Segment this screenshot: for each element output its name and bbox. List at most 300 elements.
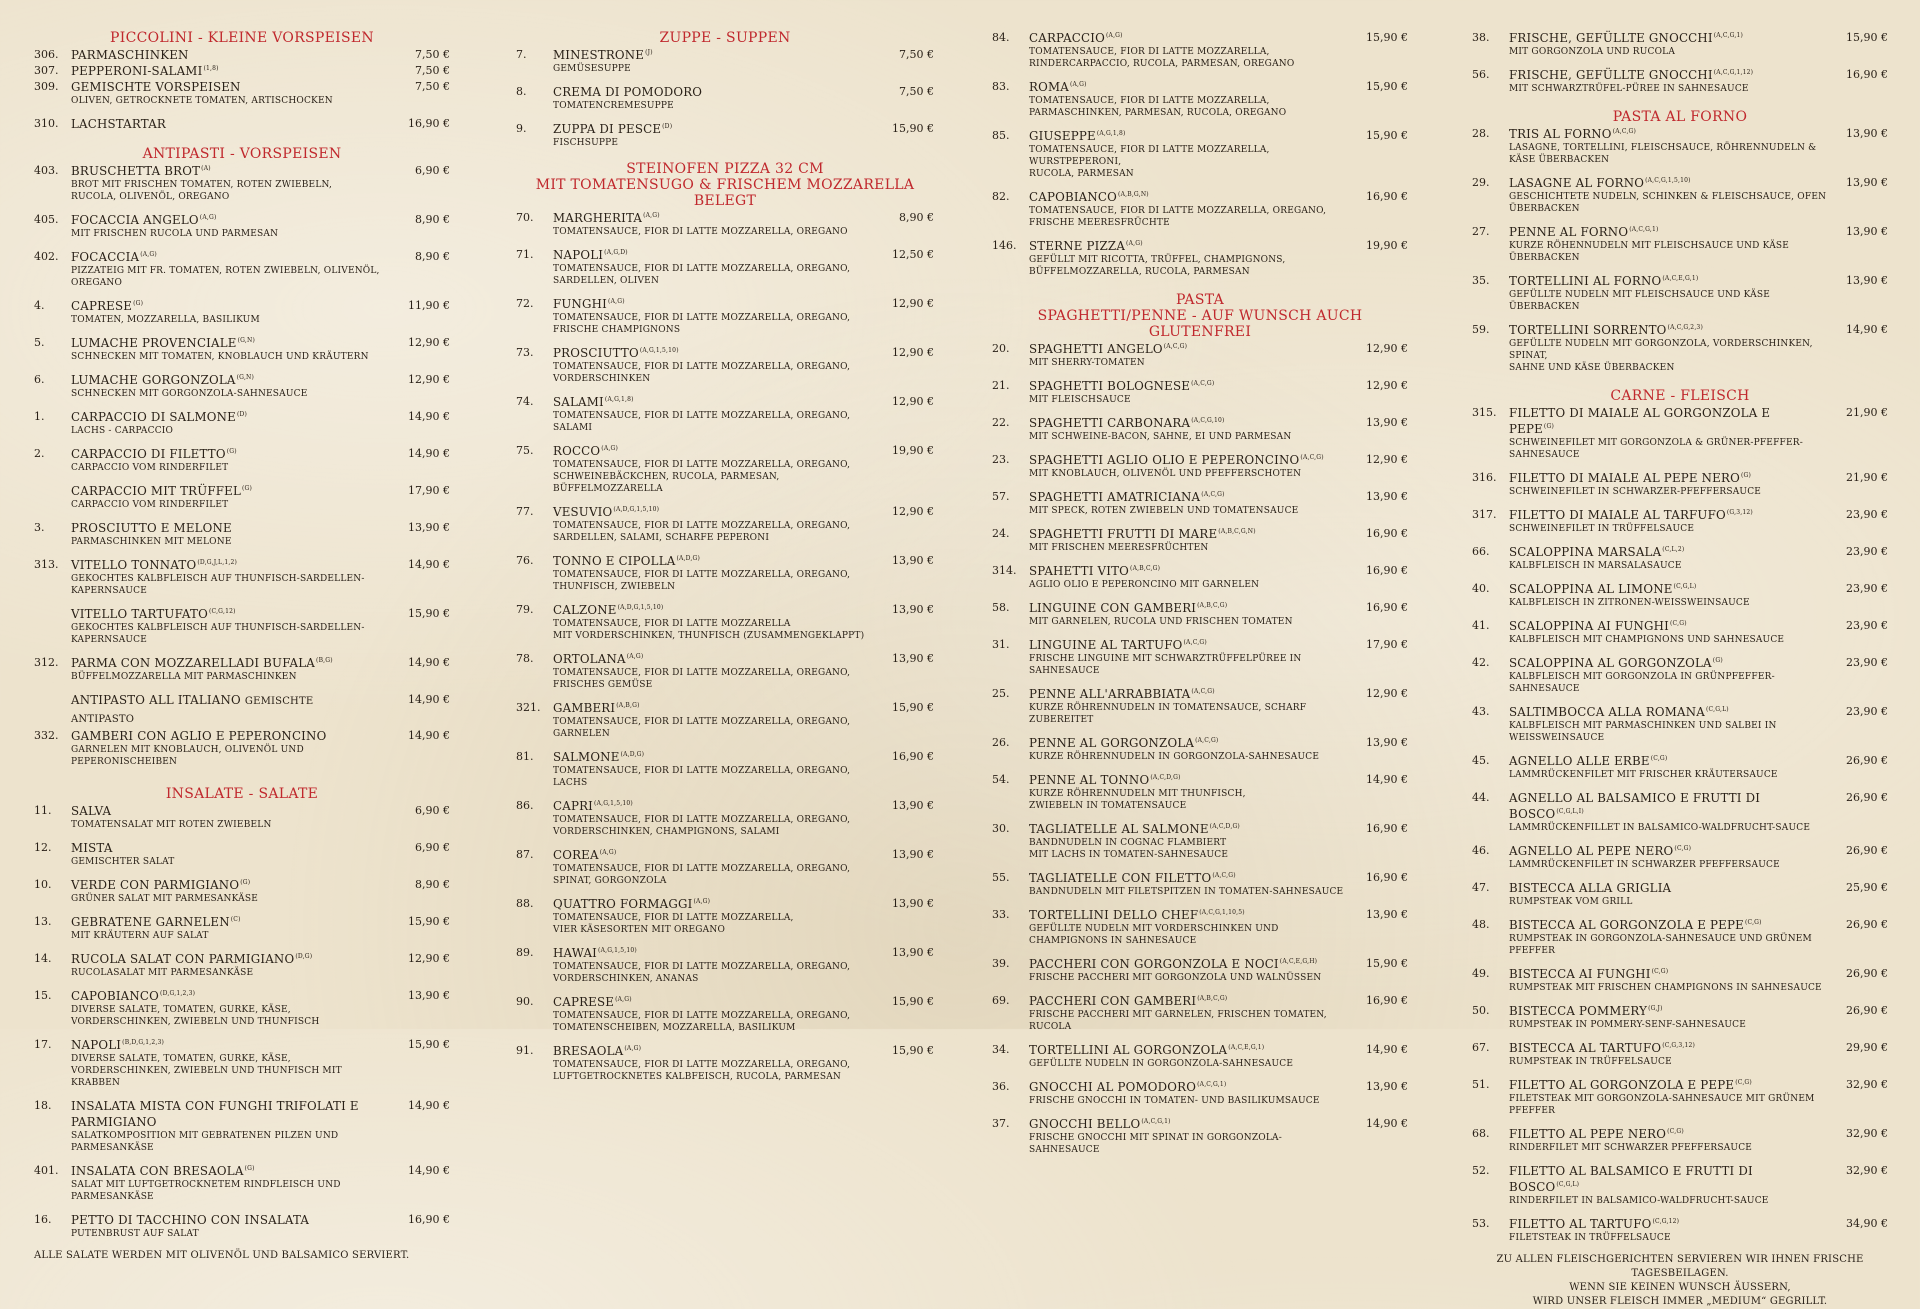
menu-item xyxy=(992,489,1408,517)
item-name xyxy=(1029,563,1408,579)
item-name xyxy=(71,1037,450,1053)
item-name-text: SALVA xyxy=(71,804,112,818)
item-number: 27. xyxy=(1472,225,1490,238)
menu-item xyxy=(1472,966,1888,994)
item-number: 307. xyxy=(34,64,59,77)
menu-item xyxy=(1472,880,1888,908)
item-number: 5. xyxy=(34,336,45,349)
item-number: 9. xyxy=(516,122,527,135)
menu-item xyxy=(992,686,1408,726)
item-name-text: TAGLIATELLE AL SALMONE xyxy=(1029,822,1209,836)
item-description: FILETSTEAK IN TRÜFFELSAUCE xyxy=(1509,1233,1671,1243)
allergen-codes: (A,C,G) xyxy=(1300,454,1324,462)
item-description: SCHWEINEFILET MIT GORGONZOLA & GRÜNER-PFEFFER-SAHNESAUCE xyxy=(1509,438,1803,460)
item-number: 70. xyxy=(516,211,534,224)
item-price: 11,90 € xyxy=(408,299,450,312)
menu-item xyxy=(1472,470,1888,498)
item-name-text: FOCACCIA ANGELO xyxy=(71,213,199,227)
allergen-codes: (A,G,D) xyxy=(604,249,628,257)
menu-item xyxy=(516,945,934,985)
item-name xyxy=(553,700,934,716)
item-number: 3. xyxy=(34,521,45,534)
item-name-text: CAPRESE xyxy=(71,299,133,313)
allergen-codes: (A,G) xyxy=(1126,240,1143,248)
item-number: 402. xyxy=(34,250,59,263)
item-price: 15,90 € xyxy=(1366,31,1408,44)
item-name xyxy=(1509,655,1888,671)
item-name-text: LINGUINE CON GAMBERI xyxy=(1029,601,1197,615)
item-name-text: COREA xyxy=(553,848,599,862)
item-name xyxy=(1509,224,1888,240)
item-name xyxy=(1029,637,1408,653)
menu-item xyxy=(992,238,1408,278)
item-number: 76. xyxy=(516,554,534,567)
item-description: MIT FRISCHEN RUCOLA UND PARMESAN xyxy=(71,229,279,239)
item-price: 14,90 € xyxy=(1366,1043,1408,1056)
item-description: MIT SCHWEINE-BACON, SAHNE, EI UND PARMESAN xyxy=(1029,432,1292,442)
item-number: 18. xyxy=(34,1099,52,1112)
item-description: MIT LACHS IN TOMATEN-SAHNESAUCE xyxy=(1029,850,1229,860)
item-name xyxy=(1029,489,1408,505)
item-name xyxy=(553,798,934,814)
menu-item xyxy=(992,128,1408,180)
menu-item xyxy=(34,483,450,511)
allergen-codes: (G) xyxy=(226,448,237,456)
item-description: KURZE RÖHRENNUDELN IN TOMATENSAUCE, SCHARF ZUBEREITET xyxy=(1029,703,1307,725)
allergen-codes: (A,G,1,5,10) xyxy=(594,800,633,808)
item-description: GEKOCHTES KALBFLEISCH AUF THUNFISCH-SARDELLEN-KAPERNSAUCE xyxy=(71,623,365,645)
item-price: 26,90 € xyxy=(1846,791,1888,804)
item-description: CARPACCIO VOM RINDERFILET xyxy=(71,500,229,510)
item-description: TOMATENSAUCE, FIOR DI LATTE MOZZARELLA, OREGANO, xyxy=(553,864,851,874)
item-price: 13,90 € xyxy=(1846,127,1888,140)
allergen-codes: (D,G,1,2,3) xyxy=(160,990,196,998)
item-number: 59. xyxy=(1472,323,1490,336)
item-name xyxy=(71,163,450,179)
item-price: 16,90 € xyxy=(408,117,450,130)
item-description: OLIVEN, GETROCKNETE TOMATEN, ARTISCHOCKEN xyxy=(71,96,333,106)
menu-item xyxy=(1472,507,1888,535)
item-name-text: MISTA xyxy=(71,841,113,855)
item-description: MIT SPECK, ROTEN ZWIEBELN UND TOMATENSAUCE xyxy=(1029,506,1299,516)
item-name-text: AGNELLO AL PEPE NERO xyxy=(1509,844,1674,858)
menu-item xyxy=(34,298,450,326)
item-price: 21,90 € xyxy=(1846,471,1888,484)
item-number: 74. xyxy=(516,395,534,408)
item-price: 16,90 € xyxy=(408,1213,450,1226)
item-number: 24. xyxy=(992,527,1010,540)
item-description: RUMPSTEAK VOM GRILL xyxy=(1509,897,1633,907)
allergen-codes: (D,G) xyxy=(295,953,313,961)
item-name-text: FRISCHE, GEFÜLLTE GNOCCHI xyxy=(1509,68,1713,82)
item-name-text: CALZONE xyxy=(553,603,617,617)
menu-column-2 xyxy=(516,30,934,1092)
item-name-text: FUNGHI xyxy=(553,297,608,311)
item-description: MIT FLEISCHSAUCE xyxy=(1029,395,1131,405)
allergen-codes: (A,C,G) xyxy=(1183,639,1207,647)
section-title-line: PASTA AL FORNO xyxy=(1612,109,1748,125)
item-number: 81. xyxy=(516,750,534,763)
menu-item xyxy=(34,116,450,132)
item-description: TOMATENSALAT MIT ROTEN ZWIEBELN xyxy=(71,820,272,830)
menu-item xyxy=(992,378,1408,406)
menu-item xyxy=(1472,704,1888,744)
item-name-text: CAPRI xyxy=(553,799,594,813)
item-number: 14. xyxy=(34,952,52,965)
item-price: 23,90 € xyxy=(1846,656,1888,669)
allergen-codes: (A,C,G,1) xyxy=(1197,1081,1227,1089)
item-number: 90. xyxy=(516,995,534,1008)
menu-item xyxy=(516,651,934,691)
menu-item xyxy=(1472,618,1888,646)
item-number: 67. xyxy=(1472,1041,1490,1054)
item-price: 15,90 € xyxy=(1846,31,1888,44)
item-name xyxy=(71,951,450,967)
menu-footnote-line: ALLE SALATE WERDEN MIT OLIVENÖL UND BALSAMICO SERVIERT. xyxy=(34,1250,410,1261)
section-title xyxy=(516,161,934,209)
item-name-text: PENNE AL TONNO xyxy=(1029,773,1150,787)
item-price: 34,90 € xyxy=(1846,1217,1888,1230)
allergen-codes: (A,C,G,1,5,10) xyxy=(1645,177,1691,185)
item-price: 13,90 € xyxy=(892,946,934,959)
menu-item xyxy=(34,409,450,437)
item-number: 6. xyxy=(34,373,45,386)
menu-item xyxy=(516,602,934,642)
item-number: 82. xyxy=(992,190,1010,203)
item-price: 26,90 € xyxy=(1846,844,1888,857)
item-number: 10. xyxy=(34,878,52,891)
allergen-codes: (C,G,L,I) xyxy=(1556,808,1584,816)
item-number: 309. xyxy=(34,80,59,93)
item-price: 14,90 € xyxy=(1366,1117,1408,1130)
menu-item xyxy=(992,821,1408,861)
item-number: 49. xyxy=(1472,967,1490,980)
menu-footnote xyxy=(34,1249,450,1263)
item-name-text: AGNELLO ALLE ERBE xyxy=(1509,754,1650,768)
item-name xyxy=(553,345,934,361)
item-number: 306. xyxy=(34,48,59,61)
item-description: KALBFLEISCH MIT CHAMPIGNONS UND SAHNESAUCE xyxy=(1509,635,1785,645)
allergen-codes: (A,C,G) xyxy=(1191,688,1215,696)
section-title xyxy=(516,30,934,46)
item-price: 7,50 € xyxy=(899,48,934,61)
item-price: 13,90 € xyxy=(1366,1080,1408,1093)
item-description: FRISCHE PACCHERI MIT GORGONZOLA UND WALNÜSSEN xyxy=(1029,973,1322,983)
item-name-text: FOCACCIA xyxy=(71,250,140,264)
item-number: 44. xyxy=(1472,791,1490,804)
item-number: 78. xyxy=(516,652,534,665)
allergen-codes: (A) xyxy=(201,165,211,173)
item-price: 16,90 € xyxy=(1366,994,1408,1007)
allergen-codes: (A,B,C,G,N) xyxy=(1218,528,1256,536)
item-number: 13. xyxy=(34,915,52,928)
item-name xyxy=(71,409,450,425)
item-name-text: BISTECCA AL GORGONZOLA E PEPE xyxy=(1509,918,1744,932)
item-price: 19,90 € xyxy=(892,444,934,457)
item-number: 26. xyxy=(992,736,1010,749)
item-number: 332. xyxy=(34,729,59,742)
item-description: ZWIEBELN IN TOMATENSAUCE xyxy=(1029,801,1187,811)
item-price: 16,90 € xyxy=(892,750,934,763)
allergen-codes: (G) xyxy=(1543,423,1554,431)
item-price: 23,90 € xyxy=(1846,545,1888,558)
allergen-codes: (G) xyxy=(240,879,251,887)
item-price: 26,90 € xyxy=(1846,967,1888,980)
item-name xyxy=(1509,790,1888,822)
menu-item xyxy=(34,1037,450,1089)
item-number: 31. xyxy=(992,638,1010,651)
allergen-codes: (A,D,G,1,5,10) xyxy=(617,604,664,612)
item-description: TOMATENSAUCE, FIOR DI LATTE MOZZARELLA xyxy=(553,619,791,629)
item-name xyxy=(1509,67,1888,83)
item-name-text: PEPPERONI-SALAMI xyxy=(71,64,203,78)
item-name-text: TORTELLINI SORRENTO xyxy=(1509,323,1667,337)
menu-item xyxy=(992,341,1408,369)
item-price: 25,90 € xyxy=(1846,881,1888,894)
item-name-text: SPAGHETTI ANGELO xyxy=(1029,342,1163,356)
item-price: 6,90 € xyxy=(415,841,450,854)
item-name-text: PARMA CON MOZZARELLADI BUFALA xyxy=(71,656,316,670)
item-name-text: RUCOLA SALAT CON PARMIGIANO xyxy=(71,952,295,966)
item-name xyxy=(1029,79,1408,95)
allergen-codes: (1,8) xyxy=(203,65,219,73)
allergen-codes: (C,G) xyxy=(1735,1079,1752,1087)
item-price: 23,90 € xyxy=(1846,508,1888,521)
item-number: 22. xyxy=(992,416,1010,429)
item-number: 57. xyxy=(992,490,1010,503)
item-price: 13,90 € xyxy=(408,989,450,1002)
allergen-codes: (D) xyxy=(662,123,673,131)
item-price: 12,90 € xyxy=(1366,687,1408,700)
menu-item xyxy=(516,121,934,149)
item-description: SCHWEINEFILET IN TRÜFFELSAUCE xyxy=(1509,524,1695,534)
item-description: LAMMRÜCKENFILET MIT FRISCHER KRÄUTERSAUCE xyxy=(1509,770,1778,780)
item-name xyxy=(1509,1216,1888,1232)
item-name-text: SCALOPPINA MARSALA xyxy=(1509,545,1662,559)
item-number: 84. xyxy=(992,31,1010,44)
allergen-codes: (B,D,G,1,2,3) xyxy=(122,1039,165,1047)
item-price: 13,90 € xyxy=(1846,225,1888,238)
allergen-codes: (C,G,L) xyxy=(1556,1181,1580,1189)
item-name-text: SALMONE xyxy=(553,750,620,764)
item-description: LACHS - CARPACCIO xyxy=(71,426,174,436)
item-description: LAMMRÜCKENFILET IN SCHWARZER PFEFFERSAUCE xyxy=(1509,860,1780,870)
item-number: 85. xyxy=(992,129,1010,142)
item-name xyxy=(71,372,450,388)
item-name-text: SPAGHETTI CARBONARA xyxy=(1029,416,1191,430)
item-price: 12,90 € xyxy=(892,395,934,408)
menu-item xyxy=(34,249,450,289)
item-name-text: SPAGHETTI BOLOGNESE xyxy=(1029,379,1191,393)
menu-item xyxy=(992,772,1408,812)
item-price: 12,90 € xyxy=(1366,453,1408,466)
item-name xyxy=(1029,341,1408,357)
item-name-text: FILETTO AL BALSAMICO E FRUTTI DI BOSCO xyxy=(1509,1164,1753,1194)
item-number: 79. xyxy=(516,603,534,616)
menu-item xyxy=(34,840,450,868)
item-name-text: BISTECCA ALLA GRIGLIA xyxy=(1509,881,1672,895)
item-description: FILETSTEAK MIT GORGONZOLA-SAHNESAUCE MIT GRÜNEM PFEFFER xyxy=(1509,1094,1815,1116)
item-price: 15,90 € xyxy=(408,915,450,928)
item-name-text: BISTECCA AI FUNGHI xyxy=(1509,967,1651,981)
allergen-codes: (A,B,C,G) xyxy=(1197,602,1228,610)
allergen-codes: (D,G,J,L,1,2) xyxy=(197,559,238,567)
allergen-codes: (A,G) xyxy=(140,251,157,259)
item-description: FRISCHE MEERESFRÜCHTE xyxy=(1029,218,1170,228)
item-description: VORDERSCHINKEN xyxy=(553,374,651,384)
item-number: 21. xyxy=(992,379,1010,392)
section-title-line: PASTA xyxy=(1175,292,1225,308)
item-price: 12,90 € xyxy=(1366,379,1408,392)
item-price: 16,90 € xyxy=(1366,822,1408,835)
item-name-text: SPAGHETTI AMATRICIANA xyxy=(1029,490,1201,504)
section-title-line: STEINOFEN PIZZA 32 CM xyxy=(626,161,824,177)
item-price: 12,90 € xyxy=(892,297,934,310)
item-name-text: VITELLO TARTUFATO xyxy=(71,607,208,621)
item-price: 14,90 € xyxy=(408,558,450,571)
item-description: BANDNUDELN IN COGNAC FLAMBIERT xyxy=(1029,838,1227,848)
menu-item xyxy=(1472,67,1888,95)
item-price: 12,90 € xyxy=(408,952,450,965)
allergen-codes: (G,3,12) xyxy=(1726,509,1753,517)
item-description: KURZE RÖHRENNUDELN IN GORGONZOLA-SAHNESAUCE xyxy=(1029,752,1320,762)
menu-item xyxy=(992,1042,1408,1070)
menu-item xyxy=(516,345,934,385)
item-name xyxy=(553,651,934,667)
item-price: 21,90 € xyxy=(1846,406,1888,419)
item-name-text: NAPOLI xyxy=(553,248,604,262)
item-description: KALBFLEISCH MIT GORGONZOLA IN GRÜNPFEFFER-SAHNESAUCE xyxy=(1509,672,1775,694)
item-price: 14,90 € xyxy=(1846,323,1888,336)
item-name xyxy=(1509,1040,1888,1056)
item-description: TOMATENSAUCE, FIOR DI LATTE MOZZARELLA, OREGANO, xyxy=(553,521,851,531)
menu-item xyxy=(516,749,934,789)
item-name-text: VITELLO TONNATO xyxy=(71,558,197,572)
item-name-text: ANTIPASTO ALL ITALIANO xyxy=(71,693,241,707)
menu-item xyxy=(1472,1126,1888,1154)
item-number: 89. xyxy=(516,946,534,959)
item-name xyxy=(1509,1003,1888,1019)
item-name xyxy=(71,249,450,265)
allergen-codes: (C,G) xyxy=(1674,845,1692,853)
item-name xyxy=(1509,966,1888,982)
item-price: 7,50 € xyxy=(415,64,450,77)
item-number: 29. xyxy=(1472,176,1490,189)
item-number: 12. xyxy=(34,841,52,854)
item-description: TOMATEN, MOZZARELLA, BASILIKUM xyxy=(71,315,260,325)
item-number: 42. xyxy=(1472,656,1490,669)
item-price: 32,90 € xyxy=(1846,1127,1888,1140)
item-description: SALATKOMPOSITION MIT GEBRATENEN PILZEN UND PARMESANKÄSE xyxy=(71,1131,339,1153)
item-name xyxy=(1509,322,1888,338)
item-number: 75. xyxy=(516,444,534,457)
menu-item xyxy=(516,210,934,238)
item-number: 35. xyxy=(1472,274,1490,287)
item-price: 14,90 € xyxy=(408,729,450,742)
item-name xyxy=(1509,618,1888,634)
item-name-text: PROSCIUTTO E MELONE xyxy=(71,521,232,535)
item-description: RUCOLA, PARMESAN xyxy=(1029,169,1134,179)
section-title-line: INSALATE - SALATE xyxy=(165,786,319,802)
item-number: 37. xyxy=(992,1117,1010,1130)
item-price: 7,50 € xyxy=(415,48,450,61)
menu-item xyxy=(34,63,450,79)
item-price: 14,90 € xyxy=(408,1164,450,1177)
allergen-codes: (A,C,E,G,H) xyxy=(1279,958,1318,966)
allergen-codes: (A,C,G,1) xyxy=(1713,32,1744,40)
item-name-text: INSALATA MISTA CON FUNGHI TRIFOLATI E PARMIGIANO xyxy=(71,1099,359,1129)
item-name-text: LACHSTARTAR xyxy=(71,117,166,131)
menu-footnote-line: ZU ALLEN FLEISCHGERICHTEN SERVIEREN WIR IHNEN FRISCHE TAGESBEILAGEN. xyxy=(1496,1254,1864,1279)
allergen-codes: (C,G) xyxy=(1667,1128,1684,1136)
menu-item xyxy=(34,728,450,768)
item-price: 23,90 € xyxy=(1846,619,1888,632)
item-name-text: CARPACCIO MIT TRÜFFEL xyxy=(71,484,242,498)
item-price: 8,90 € xyxy=(415,250,450,263)
item-description: SCHWEINEFILET IN SCHWARZER-PFEFFERSAUCE xyxy=(1509,487,1762,497)
item-description: GRÜNER SALAT MIT PARMESANKÄSE xyxy=(71,894,259,904)
menu-item xyxy=(992,993,1408,1033)
item-number: 405. xyxy=(34,213,59,226)
menu-item xyxy=(34,335,450,363)
allergen-codes: (A,G) xyxy=(199,214,217,222)
item-name-text: PACCHERI CON GORGONZOLA E NOCI xyxy=(1029,957,1279,971)
item-name xyxy=(553,1043,934,1059)
item-description: MIT SHERRY-TOMATEN xyxy=(1029,358,1145,368)
item-price: 8,90 € xyxy=(415,213,450,226)
section-title-line: MIT TOMATENSUGO & FRISCHEM MOZZARELLA BELEGT xyxy=(535,177,915,209)
allergen-codes: (A,C,E,G,1) xyxy=(1662,275,1699,283)
item-price: 6,90 € xyxy=(415,164,450,177)
item-description: GEKOCHTES KALBFLEISCH AUF THUNFISCH-SARDELLEN-KAPERNSAUCE xyxy=(71,574,365,596)
item-name-text: INSALATA CON BRESAOLA xyxy=(71,1164,244,1178)
section-title-line: SPAGHETTI/PENNE - AUF WUNSCH AUCH GLUTENFREI xyxy=(1037,308,1363,340)
menu-item xyxy=(1472,30,1888,58)
item-number: 87. xyxy=(516,848,534,861)
item-name-text: SALAMI xyxy=(553,395,604,409)
item-description: KURZE RÖHENNUDELN MIT FLEISCHSAUCE UND KÄSE ÜBERBACKEN xyxy=(1509,241,1790,263)
item-price: 14,90 € xyxy=(408,1099,450,1112)
item-price: 14,90 € xyxy=(408,693,450,706)
menu-item xyxy=(516,994,934,1034)
item-name xyxy=(71,1163,450,1179)
item-price: 12,90 € xyxy=(892,505,934,518)
item-description: TOMATENSAUCE, FIOR DI LATTE MOZZARELLA, OREGANO, xyxy=(553,362,851,372)
item-number: 15. xyxy=(34,989,52,1002)
item-name xyxy=(1029,686,1408,702)
item-name-text: ROCCO xyxy=(553,444,601,458)
item-name xyxy=(71,520,450,536)
item-name-text: BRESAOLA xyxy=(553,1044,624,1058)
menu-item xyxy=(34,655,450,683)
allergen-codes: (J) xyxy=(645,49,653,57)
item-price: 15,90 € xyxy=(408,607,450,620)
item-description: TOMATENSAUCE, FIOR DI LATTE MOZZARELLA, OREGANO, xyxy=(553,460,851,470)
item-name-text: CAPOBIANCO xyxy=(71,989,160,1003)
item-description: TOMATENSAUCE, FIOR DI LATTE MOZZARELLA, OREGANO, LACHS xyxy=(553,766,851,788)
menu-item xyxy=(34,372,450,400)
item-price: 14,90 € xyxy=(408,447,450,460)
item-name-text: PENNE AL GORGONZOLA xyxy=(1029,736,1195,750)
item-description: LUFTGETROCKNETES KALBFEISCH, RUCOLA, PARMESAN xyxy=(553,1072,841,1082)
item-price: 16,90 € xyxy=(1846,68,1888,81)
item-name-text: LINGUINE AL TARTUFO xyxy=(1029,638,1183,652)
item-description: RUMPSTEAK MIT FRISCHEN CHAMPIGNONS IN SAHNESAUCE xyxy=(1509,983,1822,993)
item-price: 7,50 € xyxy=(899,85,934,98)
item-name xyxy=(1029,956,1408,972)
item-name-text: ORTOLANA xyxy=(553,652,626,666)
item-description: PIZZATEIG MIT FR. TOMATEN, ROTEN ZWIEBELN, OLIVENÖL, OREGANO xyxy=(71,266,380,288)
